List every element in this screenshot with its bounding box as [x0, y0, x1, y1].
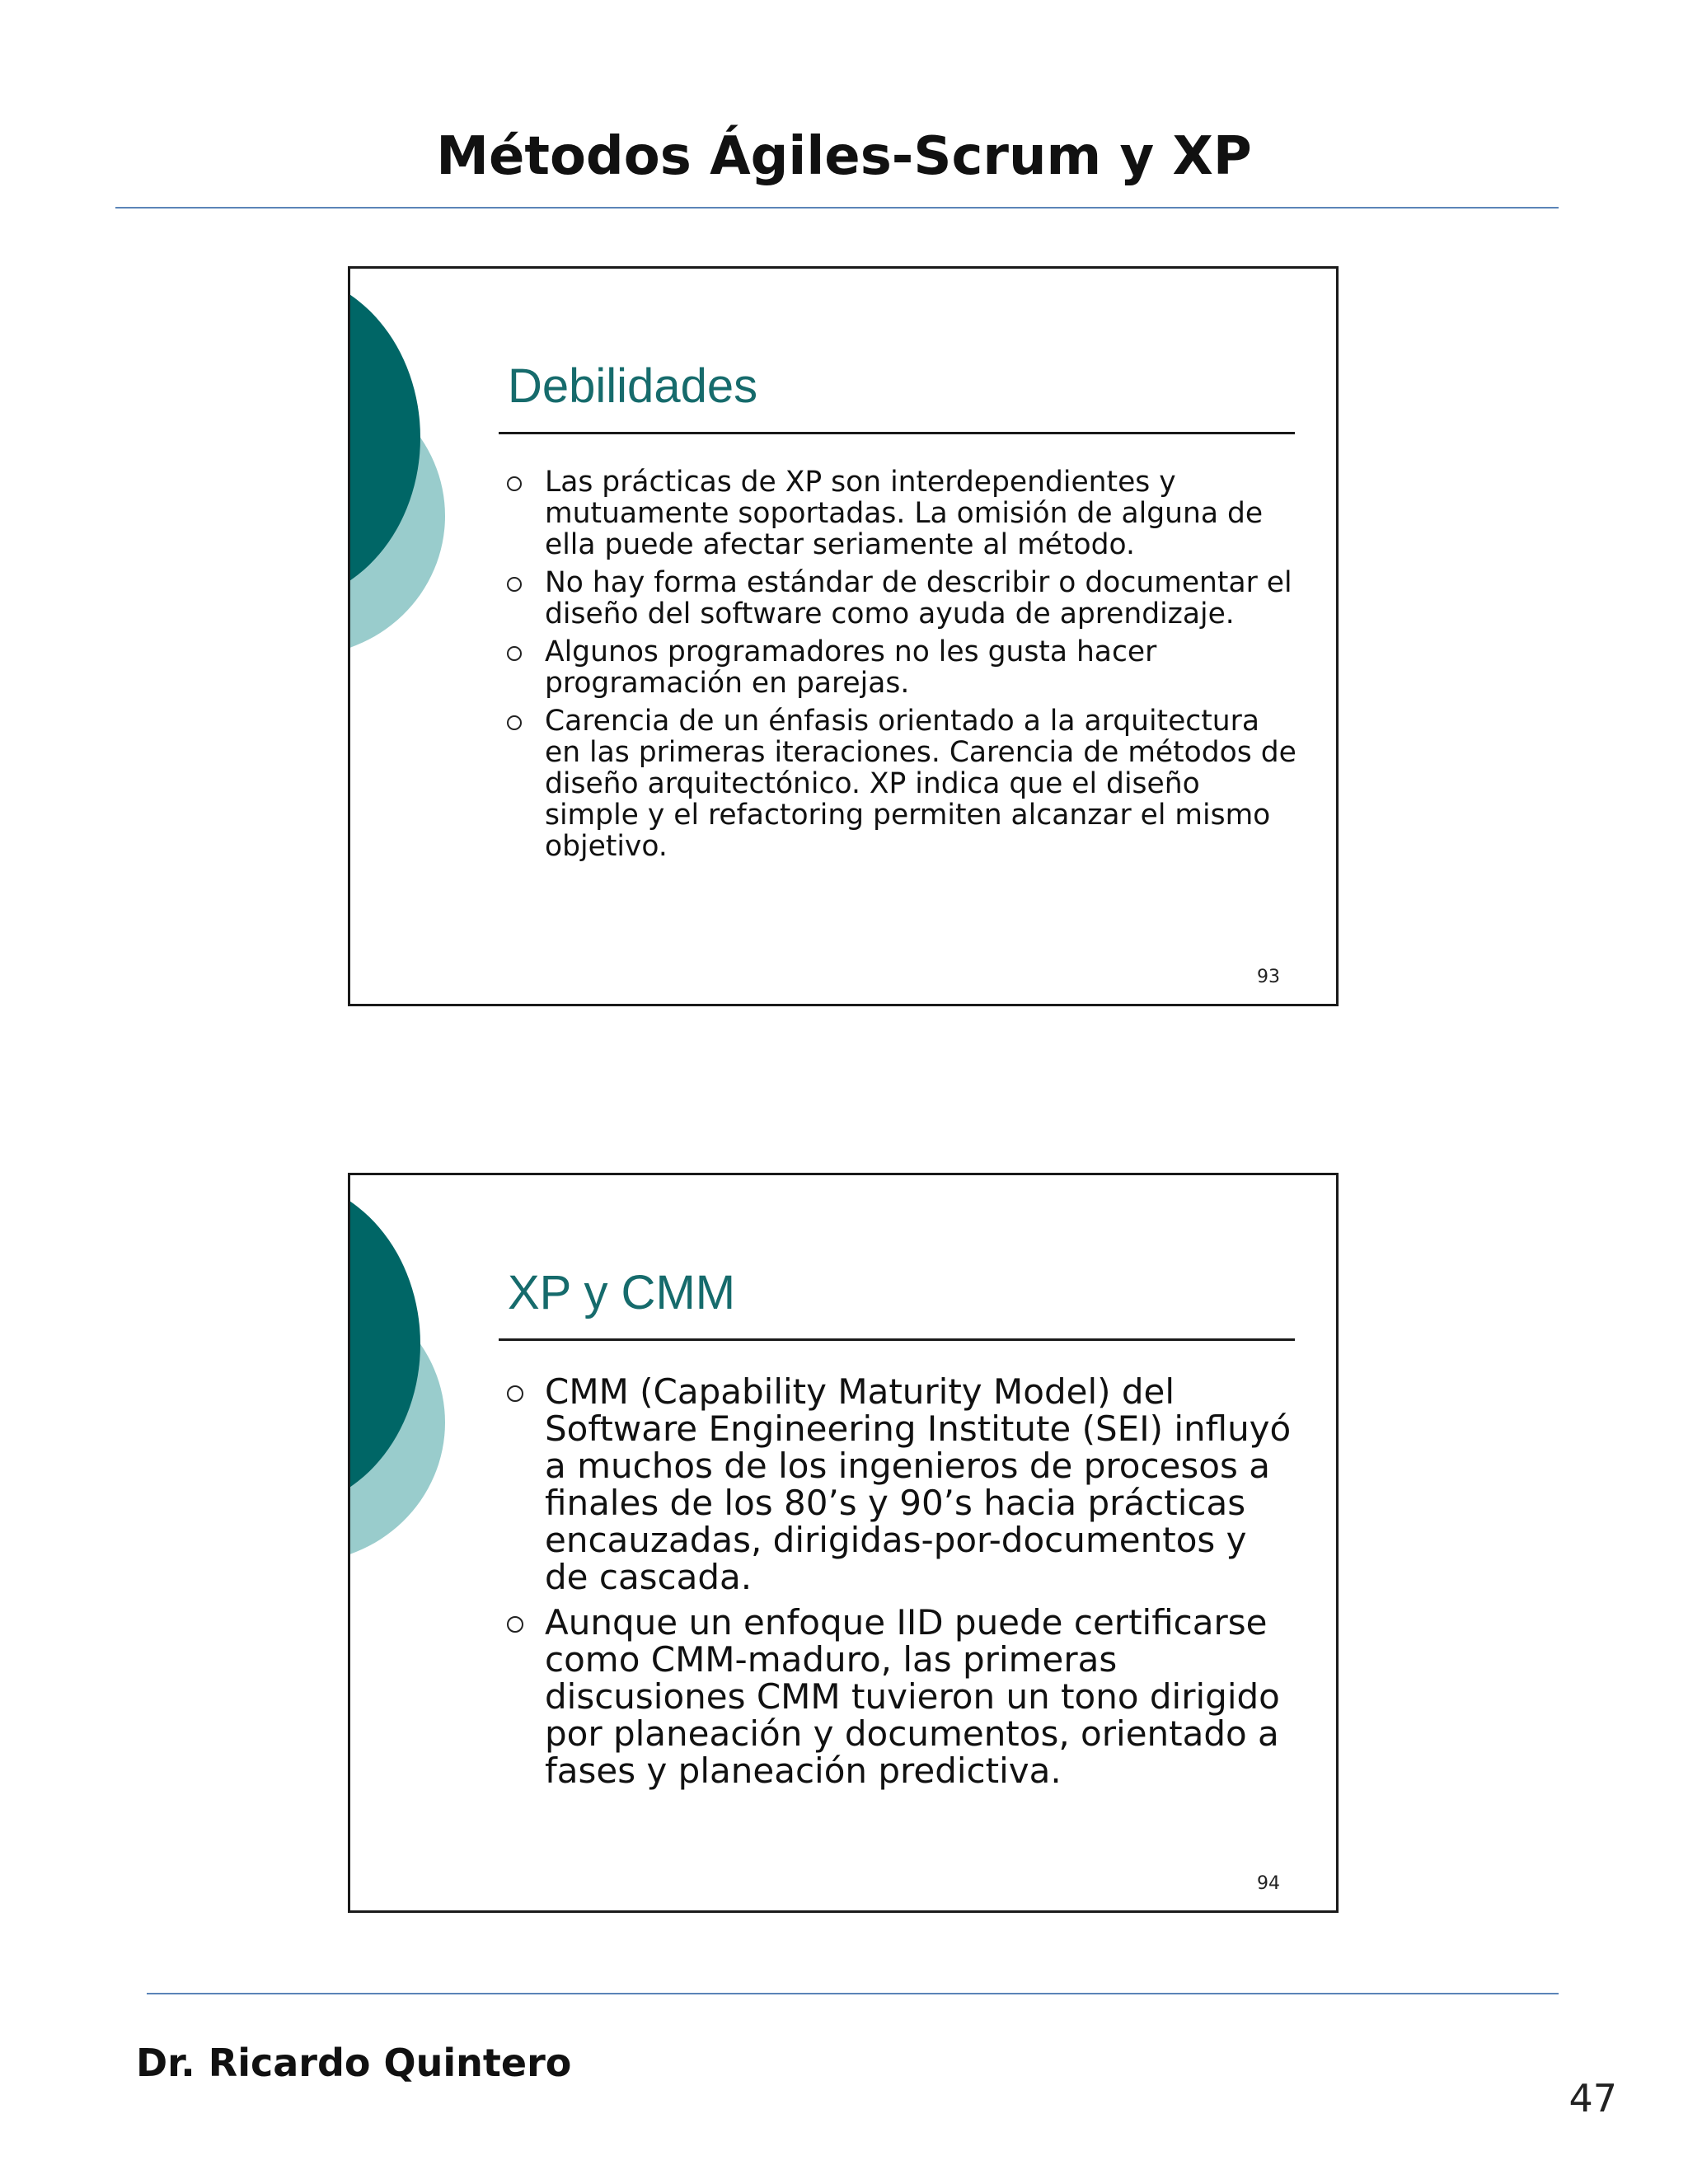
- list-item: [507, 1604, 1298, 1789]
- bullet-text: Aunque un enfoque IID puede certificarse como CMM-maduro, las primeras discusiones CMM tuvieron un tono dirigido por planeación y documentos, orientado a fases y planeación predictiva.: [545, 1602, 1280, 1791]
- list-item: [507, 1373, 1298, 1596]
- bullet-text: Las prácticas de XP son interdependientes y mutuamente soportadas. La omisión de alguna de ella puede afectar seriamente al método.: [545, 466, 1264, 561]
- list-item: [507, 705, 1298, 862]
- header-divider: [115, 207, 1559, 209]
- bullet-circle-icon: [507, 476, 522, 491]
- slide-debilidades: [348, 266, 1339, 1006]
- slide-decoration-circles: [350, 269, 515, 681]
- slide-number: 93: [1257, 967, 1280, 987]
- footer-divider: [147, 1993, 1559, 1994]
- bullet-text: No hay forma estándar de describir o documentar el diseño del software como ayuda de aprendizaje.: [545, 566, 1292, 630]
- page-number: 47: [1568, 2076, 1617, 2121]
- slide-title: XP y CMM: [508, 1266, 736, 1319]
- bullet-circle-icon: [507, 577, 522, 592]
- bullet-text: CMM (Capability Maturity Model) del Software Engineering Institute (SEI) influyó a muchos de los ingenieros de procesos a finales de los 80’s y 90’s hacia prácticas encauzadas, dirigidas-por-documentos y de cascada.: [545, 1371, 1292, 1597]
- bullet-circle-icon: [507, 646, 522, 661]
- slide-decoration-circles: [350, 1175, 515, 1587]
- bullet-list: [507, 1373, 1298, 1797]
- bullet-list: [507, 466, 1298, 869]
- slide-number: 94: [1257, 1873, 1280, 1894]
- slide-title-divider: [499, 432, 1295, 434]
- bullet-text: Algunos programadores no les gusta hacer programación en parejas.: [545, 635, 1157, 700]
- slide-title-divider: [499, 1338, 1295, 1341]
- bullet-circle-icon: [507, 715, 522, 730]
- list-item: [507, 567, 1298, 630]
- slide-title: Debilidades: [508, 359, 758, 413]
- bullet-circle-icon: [507, 1385, 523, 1402]
- slide-xp-cmm: [348, 1173, 1339, 1913]
- list-item: [507, 636, 1298, 699]
- author-name: Dr. Ricardo Quintero: [136, 2041, 572, 2085]
- list-item: [507, 466, 1298, 560]
- bullet-circle-icon: [507, 1616, 523, 1633]
- page-title: Métodos Ágiles-Scrum y XP: [436, 126, 1252, 187]
- bullet-text: Carencia de un énfasis orientado a la arquitectura en las primeras iteraciones. Carencia de métodos de diseño arquitectónico. XP indica que el diseño simple y el refactoring permiten alcanzar el mismo objetivo.: [545, 705, 1296, 863]
